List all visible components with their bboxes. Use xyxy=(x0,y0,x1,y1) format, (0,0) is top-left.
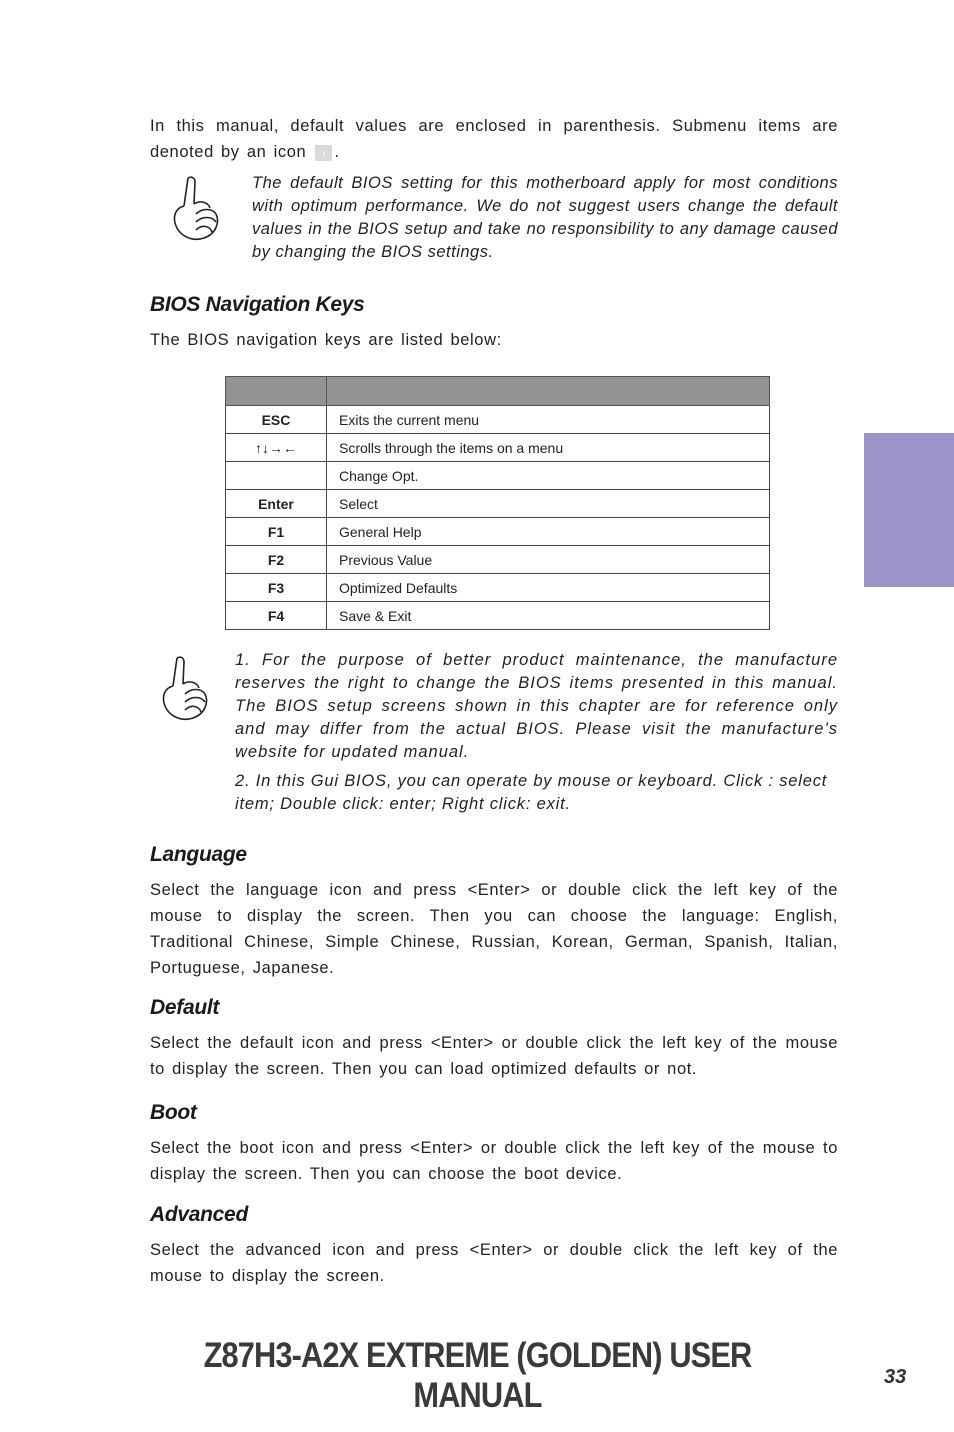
page-number: 33 xyxy=(884,1366,907,1388)
default-body: Select the default icon and press <Enter> or double click the left key of the mouse to display the screen. Then you can load optimized defaults or not. xyxy=(150,1034,838,1078)
table-row xyxy=(226,518,770,546)
gui-usage-note: 2. In this Gui BIOS, you can operate by mouse or keyboard. Click : select item; Double click: enter; Right click: exit. xyxy=(235,772,828,813)
table-row xyxy=(226,434,770,462)
desc-cell: Previous Value xyxy=(327,546,770,574)
key-cell: Enter xyxy=(226,490,327,518)
language-body: Select the language icon and press <Enter> or double click the left key of the mouse to display the screen. Then you can choose the language: English, Traditional Chinese, Simple Chinese, Russian, Korean, German, Spanish, Italian, Portuguese, Japanese. xyxy=(150,881,838,977)
default-heading: Default xyxy=(150,996,220,1019)
key-cell: F4 xyxy=(226,602,327,630)
key-cell: ESC xyxy=(226,406,327,434)
key-cell: F2 xyxy=(226,546,327,574)
intro-text: In this manual, default values are enclosed in parenthesis. Submenu items are denoted by an icon xyxy=(150,117,838,161)
desc-cell: Change Opt. xyxy=(327,462,770,490)
table-row xyxy=(226,546,770,574)
nav-keys-intro: The BIOS navigation keys are listed below: xyxy=(150,331,502,349)
advanced-body: Select the advanced icon and press <Enter> or double click the left key of the mouse to display the screen. xyxy=(150,1241,838,1285)
nav-keys-table xyxy=(225,376,770,630)
maintenance-note: 1. For the purpose of better product maintenance, the manufacture reserves the right to change the BIOS items presented in this manual. The BIOS setup screens shown in this chapter are for reference only and may differ from the actual BIOS. Please visit the manufacture’s website for updated manual. xyxy=(235,651,838,761)
desc-cell: Optimized Defaults xyxy=(327,574,770,602)
language-heading: Language xyxy=(150,843,247,866)
table-row xyxy=(226,602,770,630)
intro-paragraph xyxy=(150,113,838,165)
chapter-side-tab xyxy=(864,433,954,587)
chevron-right-icon: › xyxy=(315,145,332,161)
pointing-hand-icon xyxy=(166,174,226,244)
manual-footer-title: Z87H3-A2X EXTREME (GOLDEN) USER MANUAL xyxy=(203,1336,752,1415)
table-row xyxy=(226,462,770,490)
desc-cell: General Help xyxy=(327,518,770,546)
key-cell: F3 xyxy=(226,574,327,602)
table-header-cell xyxy=(226,377,327,406)
key-cell: F1 xyxy=(226,518,327,546)
desc-cell: Select xyxy=(327,490,770,518)
default-settings-note: The default BIOS setting for this motherboard apply for most conditions with optimum performance. We do not suggest users change the default values in the BIOS setup and take no responsibility to any damage caused by changing the BIOS settings. xyxy=(252,174,838,261)
intro-period: . xyxy=(334,143,340,161)
table-row xyxy=(226,574,770,602)
table-row xyxy=(226,406,770,434)
desc-cell: Exits the current menu xyxy=(327,406,770,434)
advanced-heading: Advanced xyxy=(150,1203,248,1226)
boot-heading: Boot xyxy=(150,1101,197,1124)
nav-keys-heading: BIOS Navigation Keys xyxy=(150,293,365,316)
table-header-row xyxy=(226,377,770,406)
key-cell xyxy=(226,462,327,490)
table-header-cell xyxy=(327,377,770,406)
desc-cell: Scrolls through the items on a menu xyxy=(327,434,770,462)
boot-body: Select the boot icon and press <Enter> or double click the left key of the mouse to display the screen. Then you can choose the boot device. xyxy=(150,1139,838,1183)
table-row xyxy=(226,490,770,518)
arrow-keys-cell: ↑↓→← xyxy=(226,434,327,462)
pointing-hand-icon xyxy=(155,654,215,724)
desc-cell: Save & Exit xyxy=(327,602,770,630)
